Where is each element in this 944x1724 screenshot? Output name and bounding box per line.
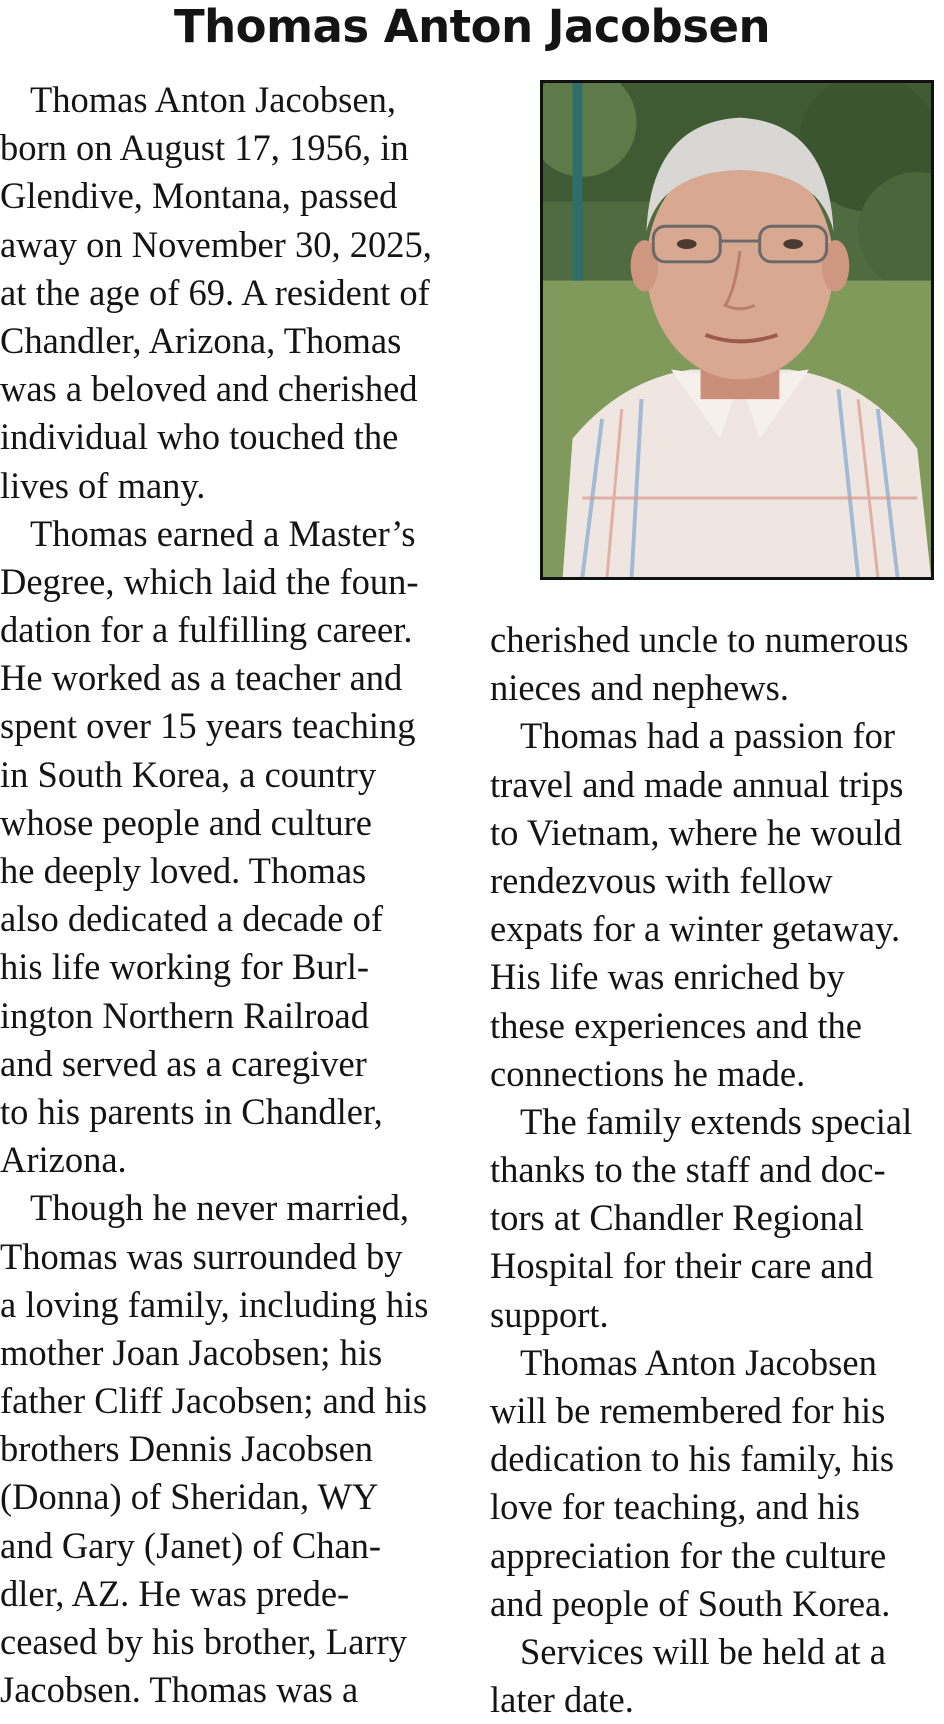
- text-line: Glendive, Montana, passed: [0, 175, 398, 217]
- text-line: thanks to the staff and doc-: [490, 1149, 886, 1191]
- text-line: rendezvous with fellow: [490, 859, 833, 901]
- text-line: was a beloved and cherished: [0, 368, 418, 410]
- text-line: Though he never married,: [30, 1187, 410, 1229]
- text-line: he deeply loved. Thomas: [0, 850, 367, 891]
- text-line: and Gary (Janet) of Chan-: [0, 1524, 382, 1566]
- portrait-image: [543, 83, 931, 577]
- text-line: Thomas earned a Master’s: [30, 512, 416, 554]
- text-line: later date.: [490, 1679, 634, 1721]
- text-line: Thomas Anton Jacobsen,: [30, 79, 396, 120]
- text-line: The family extends special: [520, 1100, 913, 1142]
- text-line: nieces and nephews.: [490, 667, 789, 709]
- text-line: a loving family, including his: [0, 1283, 429, 1325]
- text-line: and served as a caregiver: [0, 1042, 367, 1084]
- text-line: cherished uncle to numerous: [490, 619, 909, 660]
- text-line: father Cliff Jacobsen; and his: [0, 1380, 428, 1422]
- text-line: Chandler, Arizona, Thomas: [0, 319, 402, 361]
- text-line: and people of South Korea.: [490, 1582, 891, 1624]
- obituary-title: Thomas Anton Jacobsen: [173, 0, 771, 53]
- text-line: whose people and culture: [0, 801, 372, 843]
- text-line: ington Northern Railroad: [0, 994, 369, 1036]
- text-line: support.: [490, 1293, 609, 1335]
- text-line: to his parents in Chandler,: [0, 1090, 383, 1132]
- text-line: His life was enriched by: [490, 956, 845, 998]
- text-line: Jacobsen. Thomas was a: [0, 1669, 359, 1711]
- text-line: connections he made.: [490, 1052, 806, 1094]
- text-line: (Donna) of Sheridan, WY: [0, 1476, 379, 1518]
- text-line: love for teaching, and his: [490, 1486, 860, 1528]
- left-text-column: [0, 76, 470, 1714]
- text-line: Thomas had a passion for: [520, 715, 896, 757]
- text-line: Degree, which laid the foun-: [0, 560, 419, 602]
- text-line: dler, AZ. He was prede-: [0, 1572, 350, 1614]
- text-line: expats for a winter getaway.: [490, 908, 901, 950]
- text-line: dedication to his family, his: [490, 1438, 895, 1480]
- text-line: dation for a fulfilling career.: [0, 609, 413, 651]
- text-line: spent over 15 years teaching: [0, 705, 416, 747]
- text-line: away on November 30, 2025,: [0, 223, 432, 265]
- text-line: brothers Dennis Jacobsen: [0, 1428, 374, 1470]
- text-line: lives of many.: [0, 464, 206, 506]
- portrait-photo: [540, 80, 934, 580]
- text-line: appreciation for the culture: [490, 1534, 887, 1576]
- text-line: individual who touched the: [0, 416, 399, 458]
- text-line: tors at Chandler Regional: [490, 1197, 865, 1239]
- text-line: Thomas was surrounded by: [0, 1235, 403, 1277]
- text-line: to Vietnam, where he would: [490, 811, 902, 853]
- text-line: in South Korea, a country: [0, 753, 377, 795]
- text-line: Thomas Anton Jacobsen: [520, 1341, 877, 1383]
- text-line: at the age of 69. A resident of: [0, 271, 430, 313]
- text-line: mother Joan Jacobsen; his: [0, 1331, 383, 1373]
- text-line: also dedicated a decade of: [0, 898, 384, 940]
- text-line: travel and made annual trips: [490, 763, 904, 805]
- text-line: ceased by his brother, Larry: [0, 1621, 407, 1662]
- text-line: will be remembered for his: [490, 1390, 886, 1431]
- right-text-column: [490, 616, 944, 1724]
- text-line: his life working for Burl-: [0, 946, 369, 988]
- text-line: Hospital for their care and: [490, 1245, 874, 1287]
- text-line: these experiences and the: [490, 1004, 862, 1046]
- text-line: Services will be held at a: [520, 1630, 886, 1672]
- text-line: Arizona.: [0, 1139, 127, 1181]
- text-line: He worked as a teacher and: [0, 657, 403, 699]
- text-line: born on August 17, 1956, in: [0, 127, 409, 169]
